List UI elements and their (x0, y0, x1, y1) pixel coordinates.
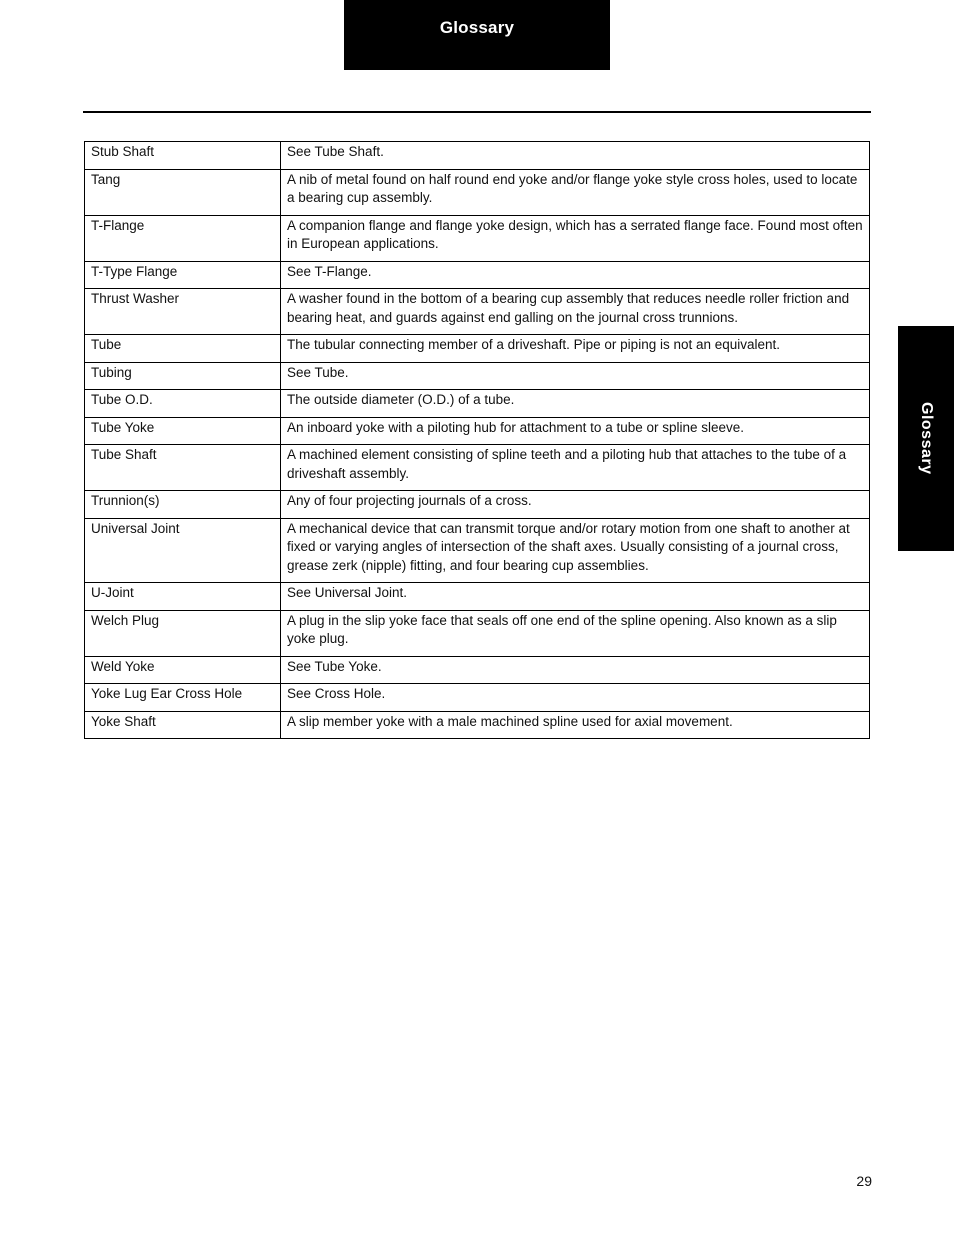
glossary-term: Thrust Washer (85, 289, 281, 335)
glossary-term: Tang (85, 169, 281, 215)
side-section-tab-label: Glossary (918, 402, 935, 475)
side-section-tab (898, 326, 954, 551)
table-row (85, 491, 870, 519)
glossary-definition: See T-Flange. (281, 261, 870, 289)
glossary-term: T-Type Flange (85, 261, 281, 289)
glossary-term: Weld Yoke (85, 656, 281, 684)
glossary-definition: A mechanical device that can transmit torque and/or rotary motion from one shaft to another at fixed or varying angles of intersection of the shaft axes. Usually consisting of a journal cross, grease zerk (nipple) fitting, and four bearing cup assemblies. (281, 518, 870, 583)
header-tab-label: Glossary (439, 18, 515, 37)
glossary-term: Universal Joint (85, 518, 281, 583)
glossary-definition: A machined element consisting of spline teeth and a piloting hub that attaches to the tube of a driveshaft assembly. (281, 445, 870, 491)
glossary-term: Yoke Shaft (85, 711, 281, 739)
glossary-term: Trunnion(s) (85, 491, 281, 519)
header-divider (83, 111, 871, 113)
glossary-definition: A nib of metal found on half round end yoke and/or flange yoke style cross holes, used to locate a bearing cup assembly. (281, 169, 870, 215)
glossary-table (84, 141, 870, 739)
glossary-term: Tube Shaft (85, 445, 281, 491)
glossary-definition: The tubular connecting member of a driveshaft. Pipe or piping is not an equivalent. (281, 335, 870, 363)
table-row (85, 417, 870, 445)
glossary-definition: The outside diameter (O.D.) of a tube. (281, 390, 870, 418)
table-row (85, 711, 870, 739)
table-row (85, 610, 870, 656)
page-number: 29 (856, 1173, 872, 1189)
glossary-term: Stub Shaft (85, 142, 281, 170)
glossary-definition: A companion flange and flange yoke design, which has a serrated flange face. Found most often in European applications. (281, 215, 870, 261)
table-row (85, 261, 870, 289)
glossary-definition: A slip member yoke with a male machined spline used for axial movement. (281, 711, 870, 739)
glossary-definition: See Tube. (281, 362, 870, 390)
glossary-body (85, 142, 870, 739)
glossary-definition: See Tube Yoke. (281, 656, 870, 684)
table-row (85, 684, 870, 712)
table-row (85, 169, 870, 215)
table-row (85, 656, 870, 684)
glossary-definition: See Cross Hole. (281, 684, 870, 712)
glossary-term: T-Flange (85, 215, 281, 261)
glossary-definition: See Tube Shaft. (281, 142, 870, 170)
glossary-term: Tube O.D. (85, 390, 281, 418)
header-tab (344, 0, 610, 70)
table-row (85, 142, 870, 170)
glossary-definition: See Universal Joint. (281, 583, 870, 611)
glossary-term: Tube Yoke (85, 417, 281, 445)
glossary-term: Tube (85, 335, 281, 363)
glossary-term: Yoke Lug Ear Cross Hole (85, 684, 281, 712)
table-row (85, 390, 870, 418)
glossary-definition: A washer found in the bottom of a bearing cup assembly that reduces needle roller friction and bearing heat, and guards against end galling on the journal cross trunnions. (281, 289, 870, 335)
glossary-definition: An inboard yoke with a piloting hub for attachment to a tube or spline sleeve. (281, 417, 870, 445)
glossary-definition: A plug in the slip yoke face that seals off one end of the spline opening. Also known as a slip yoke plug. (281, 610, 870, 656)
table-row (85, 335, 870, 363)
table-row (85, 583, 870, 611)
glossary-term: Tubing (85, 362, 281, 390)
table-row (85, 518, 870, 583)
table-row (85, 362, 870, 390)
glossary-term: U-Joint (85, 583, 281, 611)
table-row (85, 215, 870, 261)
glossary-definition: Any of four projecting journals of a cross. (281, 491, 870, 519)
glossary-term: Welch Plug (85, 610, 281, 656)
table-row (85, 445, 870, 491)
table-row (85, 289, 870, 335)
